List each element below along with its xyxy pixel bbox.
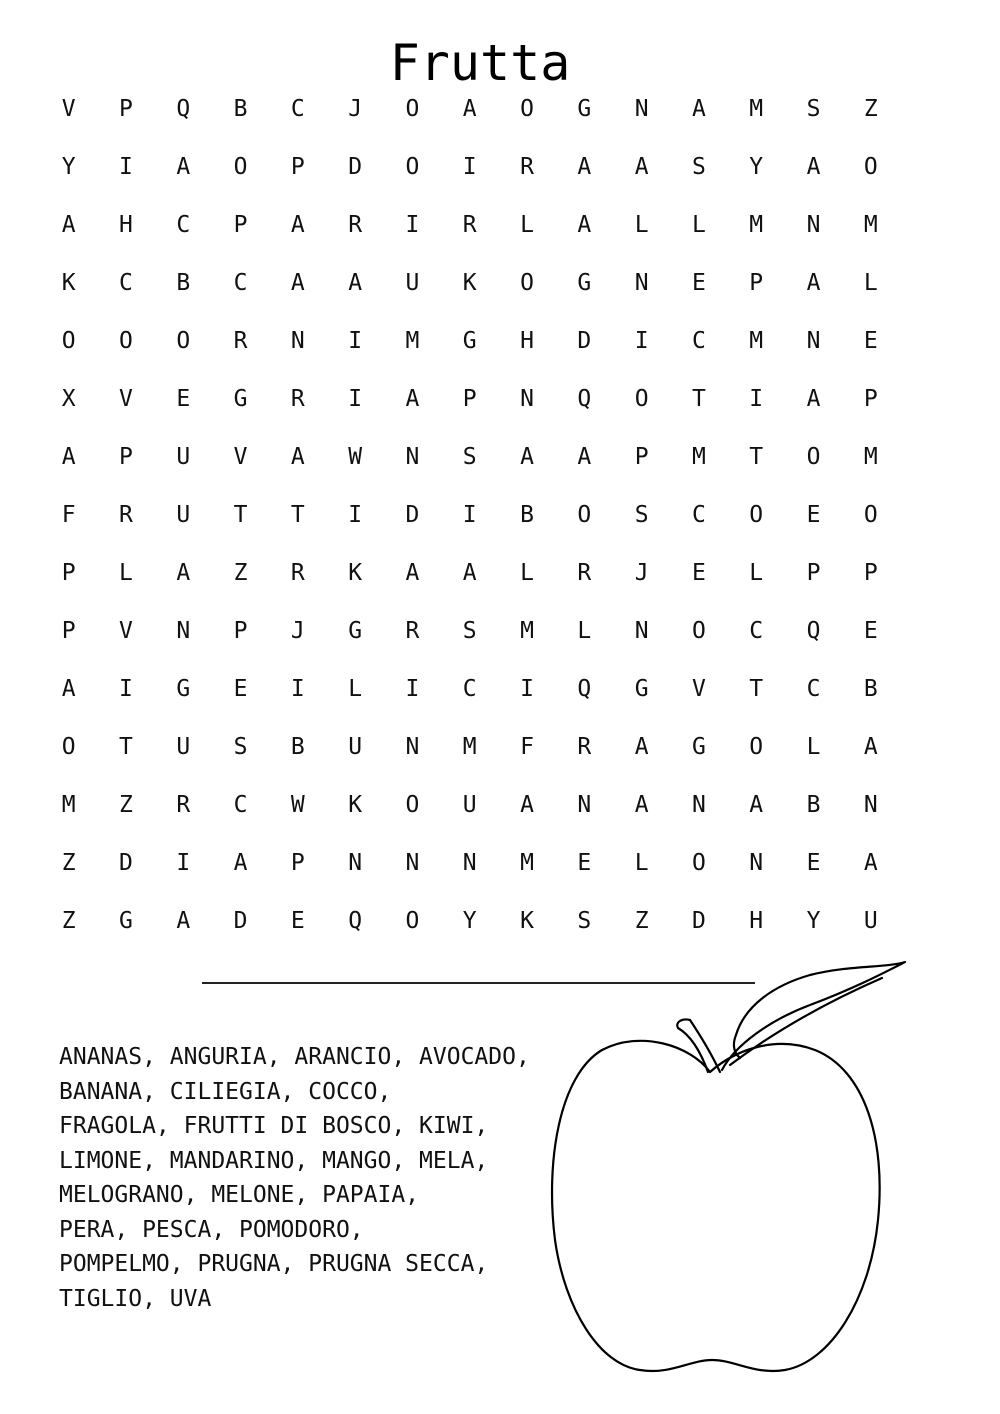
- grid-cell[interactable]: S: [233, 734, 248, 760]
- grid-row: [40, 660, 900, 718]
- grid-cell[interactable]: K: [61, 270, 76, 296]
- grid-cell[interactable]: M: [749, 328, 764, 354]
- grid-cell[interactable]: N: [405, 444, 420, 470]
- grid-cell[interactable]: S: [462, 618, 477, 644]
- grid-cell[interactable]: Y: [806, 908, 821, 934]
- grid-cell[interactable]: M: [749, 212, 764, 238]
- grid-cell[interactable]: M: [405, 328, 420, 354]
- grid-cell[interactable]: I: [348, 386, 363, 412]
- grid-row: [40, 892, 900, 950]
- grid-cell[interactable]: A: [233, 850, 248, 876]
- grid-cell[interactable]: Q: [176, 96, 191, 122]
- grid-cell[interactable]: B: [233, 96, 248, 122]
- grid-cell[interactable]: J: [348, 96, 363, 122]
- grid-cell[interactable]: O: [405, 154, 420, 180]
- grid-cell[interactable]: A: [691, 96, 706, 122]
- grid-cell[interactable]: R: [176, 792, 191, 818]
- grid-cell[interactable]: N: [691, 792, 706, 818]
- grid-row: [40, 370, 900, 428]
- grid-cell[interactable]: F: [61, 502, 76, 528]
- grid-row: [40, 80, 900, 138]
- grid-cell[interactable]: B: [806, 792, 821, 818]
- grid-cell[interactable]: L: [520, 560, 534, 586]
- grid-cell[interactable]: P: [61, 618, 76, 644]
- grid-cell[interactable]: C: [119, 270, 133, 296]
- grid-cell[interactable]: M: [749, 96, 764, 122]
- grid-cell[interactable]: R: [119, 502, 133, 528]
- grid-cell[interactable]: K: [520, 908, 534, 934]
- grid-cell[interactable]: I: [119, 154, 133, 180]
- grid-cell[interactable]: G: [462, 328, 477, 354]
- grid-cell[interactable]: M: [61, 792, 76, 818]
- grid-cell[interactable]: I: [405, 212, 420, 238]
- grid-cell[interactable]: J: [290, 618, 305, 644]
- grid-cell[interactable]: O: [749, 734, 764, 760]
- page-title: Frutta: [389, 34, 571, 92]
- grid-row: [40, 834, 900, 892]
- grid-cell[interactable]: E: [233, 676, 248, 702]
- grid-cell[interactable]: L: [749, 560, 764, 586]
- grid-cell[interactable]: G: [119, 908, 133, 934]
- grid-cell[interactable]: C: [233, 270, 248, 296]
- grid-cell[interactable]: Q: [348, 908, 363, 934]
- grid-cell[interactable]: K: [462, 270, 477, 296]
- apple-leaf: [722, 962, 905, 1070]
- grid-cell[interactable]: V: [61, 96, 76, 122]
- grid-cell[interactable]: E: [691, 560, 706, 586]
- grid-cell[interactable]: A: [634, 734, 649, 760]
- grid-cell[interactable]: O: [405, 792, 420, 818]
- grid-cell[interactable]: O: [749, 502, 764, 528]
- grid-cell[interactable]: M: [691, 444, 706, 470]
- grid-cell[interactable]: B: [290, 734, 305, 760]
- grid-row: [40, 196, 900, 254]
- grid-cell[interactable]: R: [348, 212, 363, 238]
- grid-cell[interactable]: C: [462, 676, 477, 702]
- grid-cell[interactable]: A: [348, 270, 363, 296]
- grid-cell[interactable]: E: [806, 850, 821, 876]
- grid-cell[interactable]: I: [520, 676, 534, 702]
- grid-cell[interactable]: O: [691, 618, 706, 644]
- grid-cell[interactable]: O: [520, 270, 534, 296]
- grid-cell[interactable]: W: [290, 792, 305, 818]
- grid-cell[interactable]: E: [806, 502, 821, 528]
- grid-cell[interactable]: S: [577, 908, 592, 934]
- grid-cell[interactable]: M: [520, 850, 534, 876]
- grid-cell[interactable]: E: [290, 908, 305, 934]
- grid-cell[interactable]: Z: [634, 908, 649, 934]
- grid-cell[interactable]: C: [233, 792, 248, 818]
- grid-cell[interactable]: N: [176, 618, 191, 644]
- grid-cell[interactable]: E: [863, 618, 878, 644]
- grid-cell[interactable]: V: [119, 386, 133, 412]
- grid-cell[interactable]: C: [176, 212, 191, 238]
- grid-cell[interactable]: P: [863, 560, 878, 586]
- grid-cell[interactable]: Y: [462, 908, 477, 934]
- grid-cell[interactable]: O: [61, 734, 76, 760]
- word-list-line: TIGLIO, UVA: [59, 1285, 212, 1312]
- grid-cell[interactable]: T: [749, 444, 764, 470]
- grid-cell[interactable]: T: [119, 734, 133, 760]
- grid-cell[interactable]: N: [863, 792, 878, 818]
- grid-row: [40, 254, 900, 312]
- grid-cell[interactable]: G: [577, 270, 592, 296]
- grid-cell[interactable]: A: [634, 154, 649, 180]
- grid-cell[interactable]: I: [348, 502, 363, 528]
- grid-cell[interactable]: A: [176, 560, 191, 586]
- grid-cell[interactable]: U: [462, 792, 477, 818]
- grid-cell[interactable]: Z: [61, 850, 76, 876]
- grid-cell[interactable]: P: [806, 560, 821, 586]
- grid-cell[interactable]: C: [691, 502, 706, 528]
- grid-cell[interactable]: L: [577, 618, 592, 644]
- word-list-line: ANANAS, ANGURIA, ARANCIO, AVOCADO,: [59, 1044, 530, 1070]
- grid-cell[interactable]: P: [863, 386, 878, 412]
- grid-cell[interactable]: E: [863, 328, 878, 354]
- grid-cell[interactable]: K: [348, 792, 363, 818]
- grid-cell[interactable]: G: [233, 386, 248, 412]
- grid-cell[interactable]: P: [119, 96, 133, 122]
- grid-cell[interactable]: U: [405, 270, 420, 296]
- grid-cell[interactable]: S: [806, 96, 821, 122]
- grid-row: [40, 776, 900, 834]
- grid-cell[interactable]: P: [233, 618, 248, 644]
- grid-row: [40, 138, 900, 196]
- grid-cell[interactable]: R: [520, 154, 534, 180]
- grid-cell[interactable]: M: [462, 734, 477, 760]
- grid-cell[interactable]: A: [806, 386, 821, 412]
- grid-cell[interactable]: R: [577, 560, 592, 586]
- grid-cell[interactable]: L: [634, 212, 649, 238]
- grid-cell[interactable]: I: [749, 386, 764, 412]
- grid-row: [40, 602, 900, 660]
- grid-cell[interactable]: N: [634, 270, 649, 296]
- apple-body: [552, 1041, 880, 1371]
- grid-cell[interactable]: X: [61, 386, 76, 412]
- grid-cell[interactable]: Y: [749, 154, 764, 180]
- grid-cell[interactable]: H: [749, 908, 764, 934]
- grid-cell[interactable]: A: [863, 850, 878, 876]
- grid-cell[interactable]: P: [749, 270, 764, 296]
- grid-cell[interactable]: U: [176, 502, 191, 528]
- grid-cell[interactable]: A: [290, 270, 305, 296]
- grid-cell[interactable]: M: [863, 212, 878, 238]
- apple-icon: [540, 950, 940, 1390]
- grid-cell[interactable]: O: [691, 850, 706, 876]
- grid-cell[interactable]: A: [806, 154, 821, 180]
- grid-cell[interactable]: N: [806, 328, 821, 354]
- grid-cell[interactable]: P: [119, 444, 133, 470]
- grid-cell[interactable]: H: [119, 212, 133, 238]
- grid-cell[interactable]: P: [233, 212, 248, 238]
- grid-cell[interactable]: K: [348, 560, 363, 586]
- grid-cell[interactable]: P: [290, 850, 305, 876]
- grid-cell[interactable]: O: [863, 502, 878, 528]
- apple-leaf-vein: [730, 978, 882, 1065]
- grid-cell[interactable]: T: [691, 386, 706, 412]
- grid-cell[interactable]: A: [462, 96, 477, 122]
- grid-cell[interactable]: A: [749, 792, 764, 818]
- grid-cell[interactable]: S: [634, 502, 649, 528]
- grid-cell[interactable]: L: [119, 560, 133, 586]
- grid-cell[interactable]: O: [405, 96, 420, 122]
- word-list-line: BANANA, CILIEGIA, COCCO,: [59, 1078, 392, 1105]
- grid-cell[interactable]: U: [348, 734, 363, 760]
- grid-cell[interactable]: E: [176, 386, 191, 412]
- grid-cell[interactable]: D: [233, 908, 248, 934]
- grid-cell[interactable]: A: [520, 444, 534, 470]
- grid-cell[interactable]: N: [348, 850, 363, 876]
- grid-row: [40, 428, 900, 486]
- grid-cell[interactable]: Z: [233, 560, 248, 586]
- grid-cell[interactable]: N: [634, 96, 649, 122]
- grid-cell[interactable]: P: [634, 444, 649, 470]
- grid-cell[interactable]: A: [863, 734, 878, 760]
- word-list: [59, 1040, 619, 1316]
- grid-cell[interactable]: W: [348, 444, 363, 470]
- grid-cell[interactable]: I: [462, 154, 477, 180]
- grid-cell[interactable]: O: [176, 328, 191, 354]
- grid-cell[interactable]: L: [520, 212, 534, 238]
- grid-cell[interactable]: N: [577, 792, 592, 818]
- grid-cell[interactable]: D: [691, 908, 706, 934]
- grid-cell[interactable]: N: [405, 850, 420, 876]
- grid-cell[interactable]: N: [462, 850, 477, 876]
- grid-cell[interactable]: I: [462, 502, 477, 528]
- grid-row: [40, 544, 900, 602]
- grid-row: [40, 486, 900, 544]
- grid-cell[interactable]: O: [806, 444, 821, 470]
- grid-cell[interactable]: U: [176, 444, 191, 470]
- grid-cell[interactable]: L: [634, 850, 649, 876]
- word-list-line: FRAGOLA, FRUTTI DI BOSCO, KIWI,: [59, 1113, 489, 1139]
- grid-cell[interactable]: Y: [61, 154, 76, 180]
- grid-cell[interactable]: I: [176, 850, 191, 876]
- grid-cell[interactable]: P: [462, 386, 477, 412]
- grid-cell[interactable]: A: [577, 154, 592, 180]
- grid-cell[interactable]: I: [290, 676, 305, 702]
- grid-cell[interactable]: A: [290, 212, 305, 238]
- grid-cell[interactable]: A: [577, 444, 592, 470]
- grid-cell[interactable]: O: [405, 908, 420, 934]
- grid-row: [40, 312, 900, 370]
- grid-cell[interactable]: A: [405, 560, 420, 586]
- grid-cell[interactable]: Q: [577, 676, 592, 702]
- grid-cell[interactable]: A: [176, 154, 191, 180]
- grid-cell[interactable]: O: [634, 386, 649, 412]
- word-list-line: PERA, PESCA, POMODORO,: [59, 1216, 364, 1243]
- grid-cell[interactable]: Z: [61, 908, 76, 934]
- grid-cell[interactable]: A: [61, 212, 76, 238]
- grid-cell[interactable]: B: [863, 676, 878, 702]
- grid-cell[interactable]: C: [691, 328, 706, 354]
- grid-cell[interactable]: R: [290, 386, 305, 412]
- grid-cell[interactable]: T: [233, 502, 248, 528]
- grid-cell[interactable]: N: [520, 386, 534, 412]
- grid-cell[interactable]: U: [863, 908, 878, 934]
- grid-cell[interactable]: N: [405, 734, 420, 760]
- grid-cell[interactable]: R: [462, 212, 477, 238]
- grid-cell[interactable]: Z: [863, 96, 878, 122]
- word-list-line: POMPELMO, PRUGNA, PRUGNA SECCA,: [59, 1251, 489, 1277]
- grid-row: [40, 718, 900, 776]
- grid-cell[interactable]: N: [634, 618, 649, 644]
- grid-cell[interactable]: P: [290, 154, 305, 180]
- grid-cell[interactable]: N: [290, 328, 305, 354]
- grid-cell[interactable]: A: [176, 908, 191, 934]
- grid-cell[interactable]: V: [119, 618, 133, 644]
- grid-cell[interactable]: V: [691, 676, 706, 702]
- grid-cell[interactable]: G: [176, 676, 191, 702]
- grid-cell[interactable]: M: [863, 444, 878, 470]
- grid-cell[interactable]: A: [61, 444, 76, 470]
- grid-cell[interactable]: A: [462, 560, 477, 586]
- grid-cell[interactable]: C: [290, 96, 305, 122]
- grid-cell[interactable]: J: [634, 560, 649, 586]
- grid-cell[interactable]: N: [806, 212, 821, 238]
- grid-cell[interactable]: D: [119, 850, 133, 876]
- grid-cell[interactable]: A: [405, 386, 420, 412]
- grid-cell[interactable]: I: [634, 328, 649, 354]
- grid-cell[interactable]: Q: [577, 386, 592, 412]
- grid-cell[interactable]: R: [405, 618, 420, 644]
- grid-cell[interactable]: A: [520, 792, 534, 818]
- grid-cell[interactable]: L: [348, 676, 363, 702]
- grid-cell[interactable]: I: [405, 676, 420, 702]
- grid-cell[interactable]: I: [119, 676, 133, 702]
- grid-cell[interactable]: E: [577, 850, 592, 876]
- grid-cell[interactable]: O: [577, 502, 592, 528]
- grid-cell[interactable]: A: [61, 676, 76, 702]
- grid-cell[interactable]: G: [577, 96, 592, 122]
- grid-cell[interactable]: C: [749, 618, 764, 644]
- grid-cell[interactable]: R: [577, 734, 592, 760]
- grid-cell[interactable]: A: [634, 792, 649, 818]
- grid-cell[interactable]: M: [520, 618, 534, 644]
- grid-cell[interactable]: G: [348, 618, 363, 644]
- grid-cell[interactable]: O: [520, 96, 534, 122]
- grid-cell[interactable]: V: [233, 444, 248, 470]
- grid-cell[interactable]: B: [520, 502, 534, 528]
- grid-cell[interactable]: O: [863, 154, 878, 180]
- grid-cell[interactable]: R: [290, 560, 305, 586]
- word-list-line: MELOGRANO, MELONE, PAPAIA,: [59, 1182, 420, 1208]
- grid-cell[interactable]: B: [176, 270, 191, 296]
- grid-cell[interactable]: T: [290, 502, 305, 528]
- grid-cell[interactable]: O: [119, 328, 133, 354]
- grid-cell[interactable]: U: [176, 734, 191, 760]
- grid-cell[interactable]: D: [405, 502, 420, 528]
- word-list-line: LIMONE, MANDARINO, MANGO, MELA,: [59, 1147, 489, 1174]
- grid-cell[interactable]: Q: [806, 618, 821, 644]
- grid-cell[interactable]: A: [806, 270, 821, 296]
- apple-stem: [677, 1019, 720, 1072]
- grid-cell[interactable]: G: [634, 676, 649, 702]
- word-search-grid[interactable]: [40, 80, 900, 950]
- grid-cell[interactable]: S: [691, 154, 706, 180]
- grid-cell[interactable]: O: [61, 328, 76, 354]
- grid-cell[interactable]: H: [520, 328, 534, 354]
- grid-cell[interactable]: T: [749, 676, 764, 702]
- grid-cell[interactable]: G: [691, 734, 706, 760]
- grid-cell[interactable]: I: [348, 328, 363, 354]
- grid-cell[interactable]: A: [290, 444, 305, 470]
- grid-cell[interactable]: F: [520, 734, 534, 760]
- grid-cell[interactable]: N: [749, 850, 764, 876]
- grid-cell[interactable]: Z: [119, 792, 133, 818]
- grid-cell[interactable]: C: [806, 676, 821, 702]
- grid-cell[interactable]: D: [577, 328, 592, 354]
- grid-cell[interactable]: A: [577, 212, 592, 238]
- grid-cell[interactable]: S: [462, 444, 477, 470]
- grid-cell[interactable]: O: [233, 154, 248, 180]
- grid-cell[interactable]: L: [863, 270, 878, 296]
- grid-cell[interactable]: P: [61, 560, 76, 586]
- grid-cell[interactable]: E: [691, 270, 706, 296]
- grid-cell[interactable]: D: [348, 154, 363, 180]
- grid-cell[interactable]: L: [806, 734, 821, 760]
- grid-cell[interactable]: L: [691, 212, 706, 238]
- grid-cell[interactable]: R: [233, 328, 248, 354]
